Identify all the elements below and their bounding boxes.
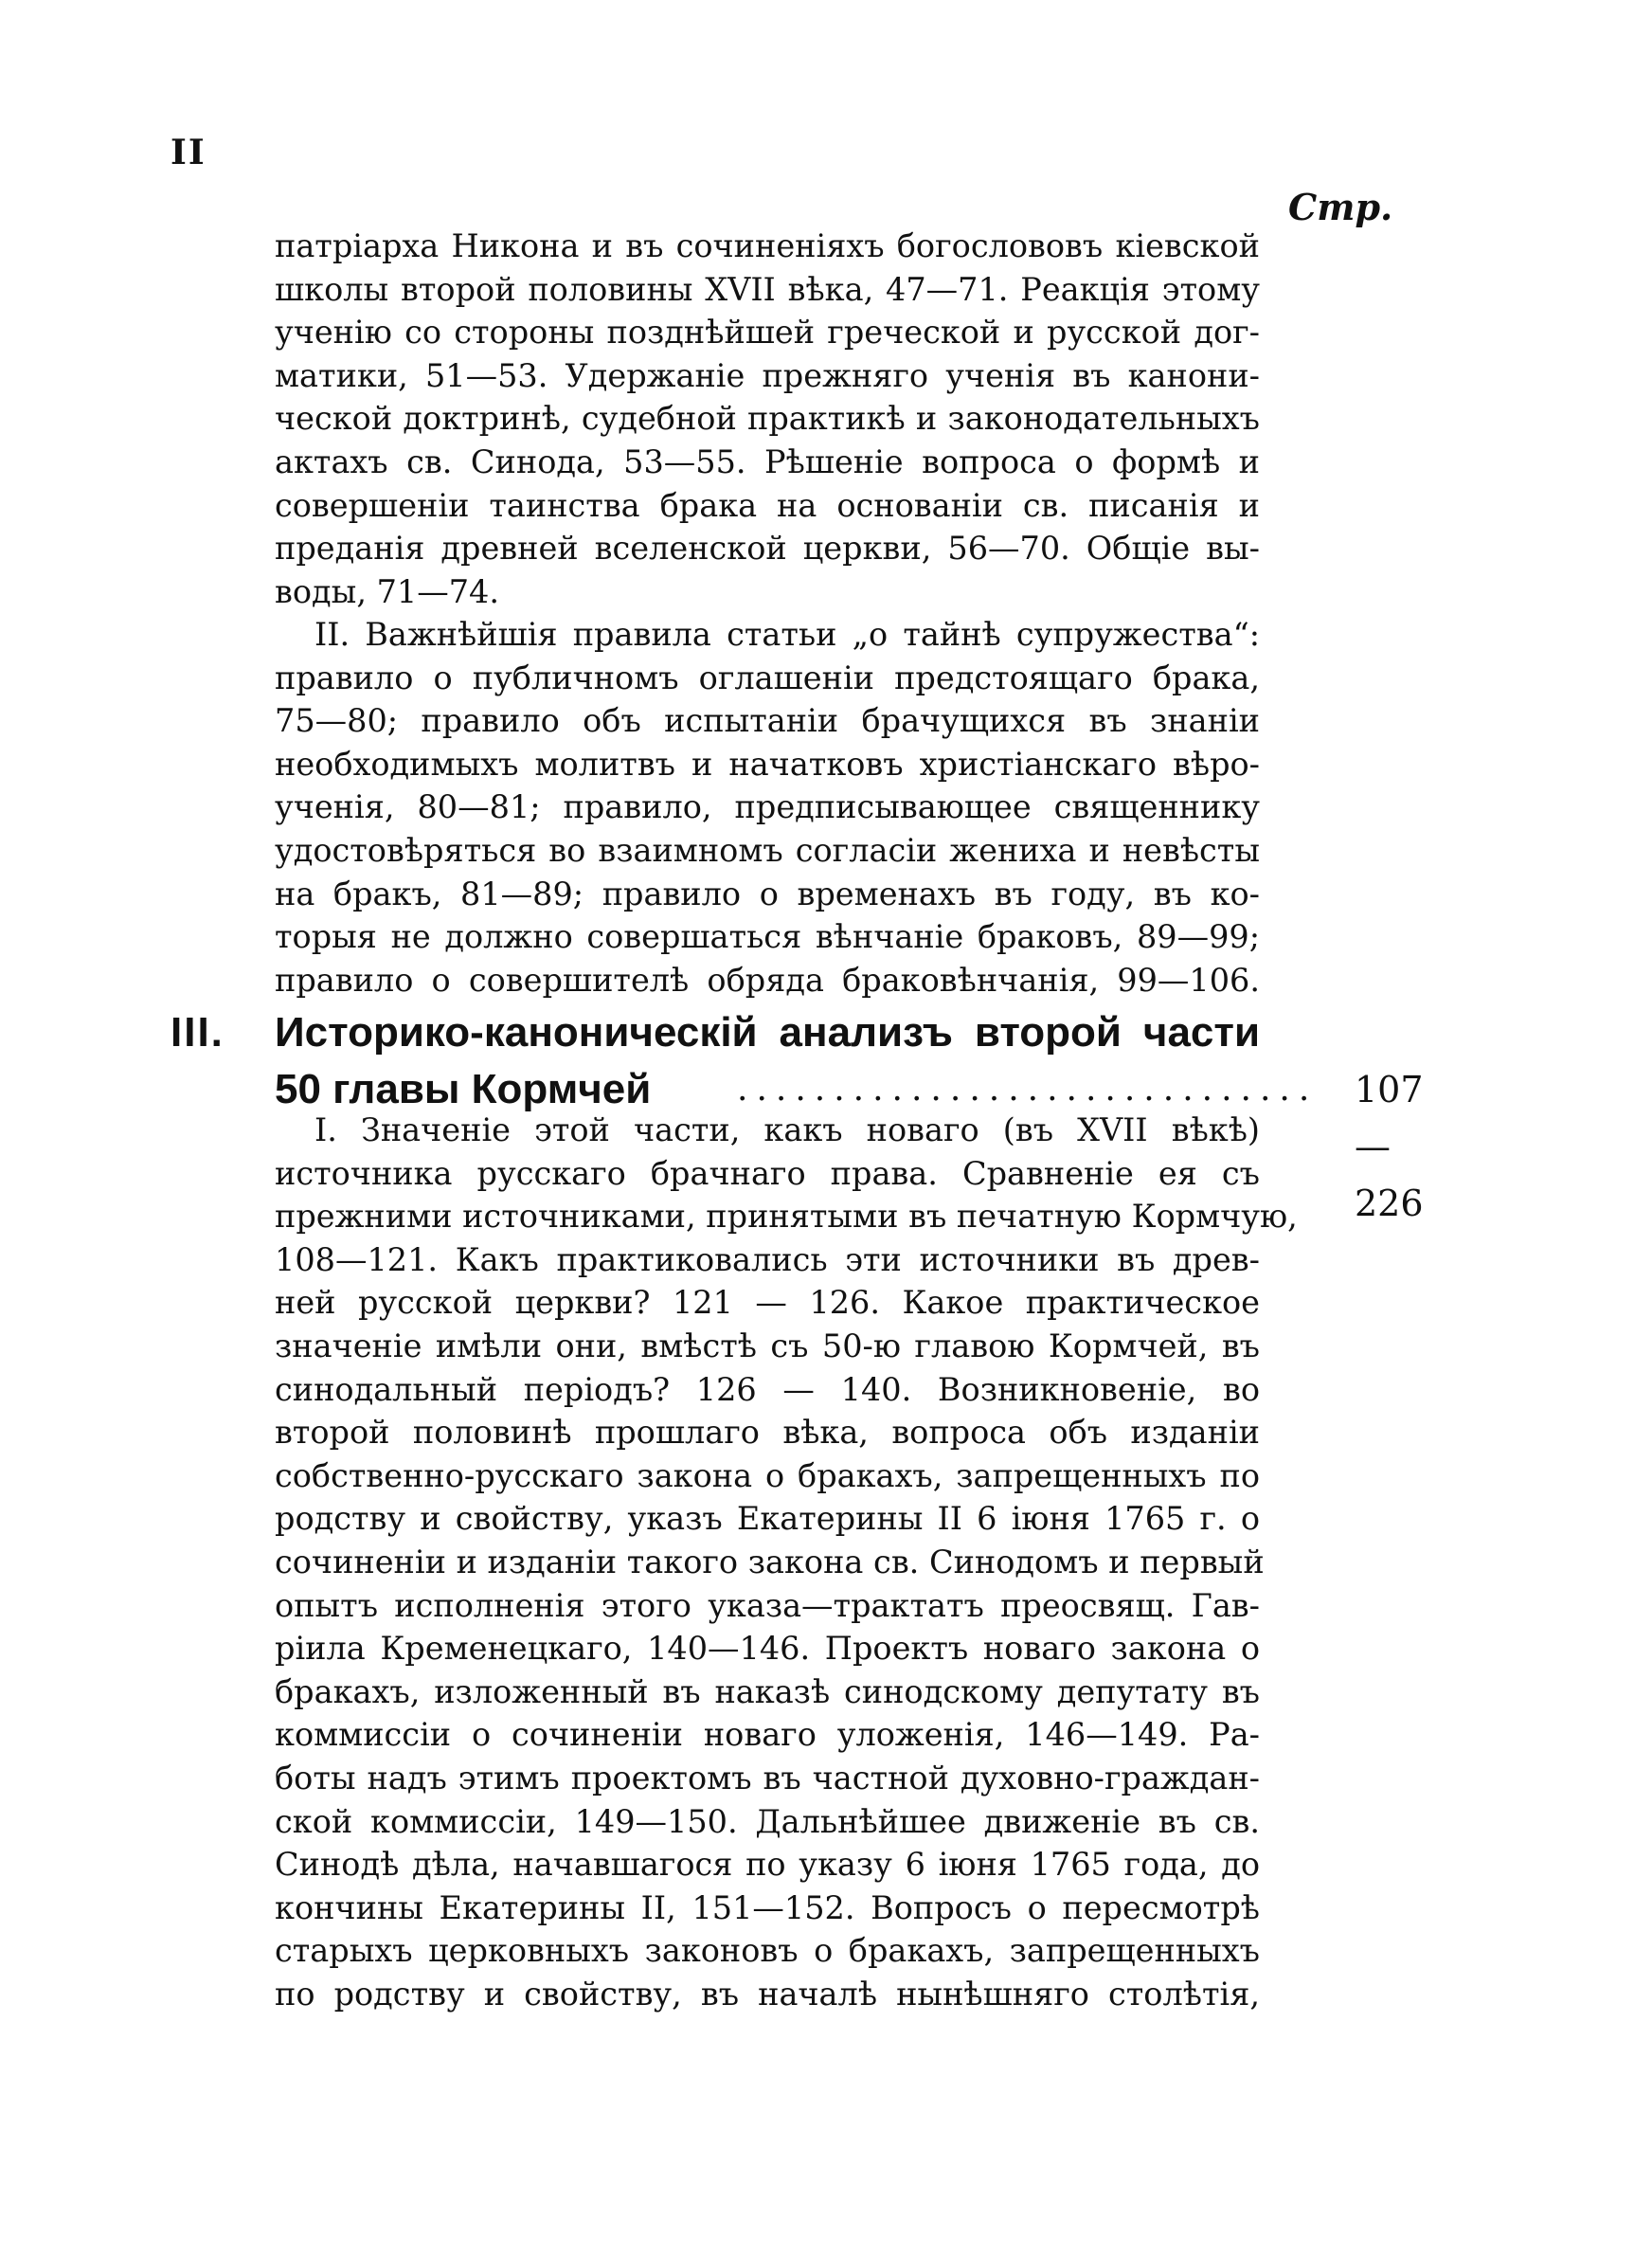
text-line: по родству и свойству, въ началѣ нынѣшняго столѣтія, [275,1975,1260,2013]
text-line: патріарха Никона и въ сочиненіяхъ богослововъ кіевской [275,227,1260,264]
text-line: 75—80; правило объ испытаніи брачущихся въ знаніи [275,702,1260,740]
text-line: старыхъ церковныхъ законовъ о бракахъ, запрещенныхъ [275,1932,1260,1970]
text-line: преданія древней вселенской церкви, 56—70. Общіе вы- [275,530,1260,568]
page-number: II [171,133,206,172]
text-line: ученія, 80—81; правило, предписывающее священнику [275,788,1260,826]
text-line: на бракъ, 81—89; правило о временахъ въ году, въ ко- [275,875,1260,912]
text-line: кончины Екатерины II, 151—152. Вопросъ о пересмотрѣ [275,1888,1260,1926]
page-column-label: Стр. [1288,186,1393,228]
text-line: необходимыхъ молитвъ и начатковъ христіанскаго вѣро- [275,745,1260,783]
text-line: источника русскаго брачнаго права. Сравненіе ея съ [275,1154,1260,1192]
text-line: сочиненіи и изданіи такого закона св. Синодомъ и первый [275,1543,1265,1580]
text-line: 108—121. Какъ практиковались эти источники въ древ- [275,1240,1260,1278]
section-title-line-2: 50 главы Кормчей [275,1066,652,1112]
text-line: актахъ св. Синода, 53—55. Рѣшеніе вопроса о формѣ и [275,442,1260,480]
text-line: бракахъ, изложенный въ наказѣ синодскому депутату въ [275,1672,1260,1710]
dot-leader: .............................. [737,1070,1319,1109]
text-line: боты надъ этимъ проектомъ въ частной духовно-граждан- [275,1759,1260,1797]
text-line: ской коммиссіи, 149—150. Дальнѣйшее движеніе въ св. [275,1802,1260,1840]
text-line: синодальный періодъ? 126 — 140. Возникновеніе, во [275,1370,1260,1408]
text-line: правило о совершителѣ обряда браковѣнчанія, 99—106. [275,961,1260,999]
paragraph-continuation [275,225,1260,613]
section-title-line-1: Историко-каноническій анализъ второй части [275,1009,1260,1056]
text-line: родству и свойству, указъ Екатерины II 6 іюня 1765 г. о [275,1500,1260,1538]
section-page-range: 107—226 [1355,1069,1424,1224]
text-line: совершеніи таинства брака на основаніи св. писанія и [275,486,1260,524]
text-line: удостовѣряться во взаимномъ согласіи жениха и невѣсты [275,831,1260,869]
text-line: ученію со стороны позднѣйшей греческой и русской дог- [275,314,1260,352]
paragraph-subsection-i [275,1109,1298,2015]
text-line: ческой доктринѣ, судебной практикѣ и законодательныхъ [275,400,1260,438]
paragraph-subsection-ii [275,613,1260,1002]
text-line: прежними источниками, принятыми въ печатную Кормчую, [275,1198,1298,1236]
text-line: опытъ исполненія этого указа—трактатъ преосвящ. Гав- [275,1586,1260,1624]
text-line: школы второй половины XVII вѣка, 47—71. Реакція этому [275,270,1260,308]
text-line: II. Важнѣйшія правила статьи „о тайнѣ супружества“: [314,616,1260,653]
text-line: собственно-русскаго закона о бракахъ, запрещенныхъ по [275,1456,1260,1494]
section-number: III. [171,1009,224,1056]
text-line: матики, 51—53. Удержаніе прежняго ученія въ канони- [275,356,1260,394]
text-line: I. Значеніе этой части, какъ новаго (въ XVII вѣкѣ) [314,1111,1260,1148]
text-line: второй половинѣ прошлаго вѣка, вопроса объ изданіи [275,1414,1260,1452]
text-line: воды, 71—74. [275,572,500,610]
text-line: торыя не должно совершаться вѣнчаніе браковъ, 89—99; [275,918,1260,956]
text-line: ріила Кременецкаго, 140—146. Проектъ новаго закона о [275,1630,1260,1668]
text-line: Синодѣ дѣла, начавшагося по указу 6 іюня 1765 года, до [275,1846,1260,1884]
text-line: коммиссіи о сочиненіи новаго уложенія, 146—149. Ра- [275,1716,1260,1754]
text-line: ней русской церкви? 121 — 126. Какое практическое [275,1284,1260,1322]
text-line: значеніе имѣли они, вмѣстѣ съ 50-ю главою Кормчей, въ [275,1327,1260,1364]
text-line: правило о публичномъ оглашеніи предстоящаго брака, [275,659,1260,696]
